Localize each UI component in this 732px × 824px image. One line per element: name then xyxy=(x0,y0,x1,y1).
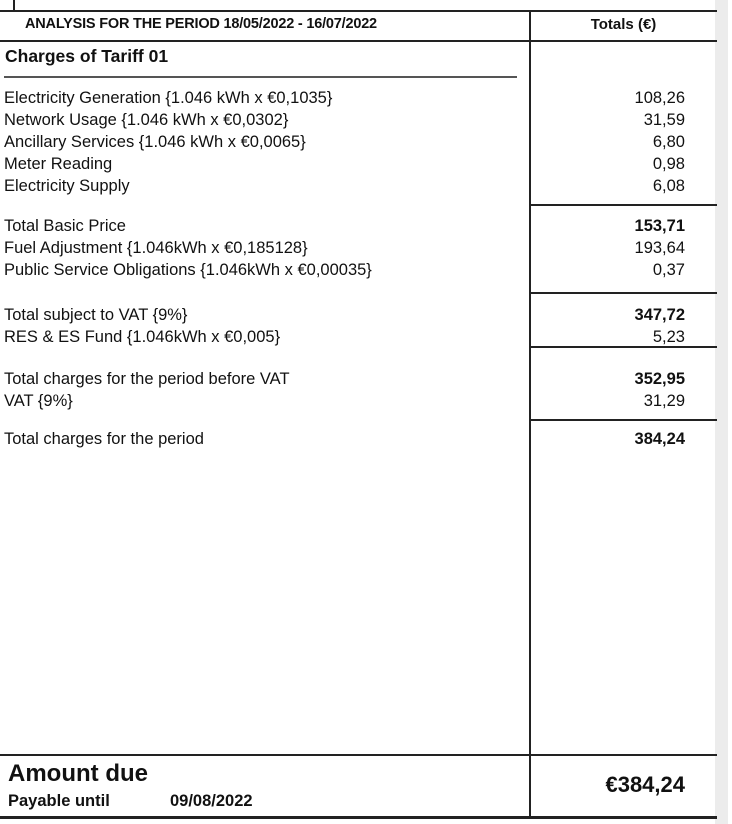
charge-row-total-before-vat xyxy=(4,368,685,390)
row-label: Ancillary Services {1.046 kWh x €0,0065} xyxy=(4,133,306,151)
row-label: Electricity Generation {1.046 kWh x €0,1035} xyxy=(4,89,333,107)
table-top-border xyxy=(0,10,717,12)
page-edge-strip xyxy=(715,0,728,824)
charge-row-network-usage xyxy=(4,109,685,131)
amount-due-value: €384,24 xyxy=(605,772,685,797)
amount-due-label: Amount due xyxy=(8,760,148,787)
row-value: 347,72 xyxy=(634,306,685,324)
totals-section-line-1 xyxy=(530,204,717,206)
charge-row-total-subject-to-vat xyxy=(4,304,685,326)
row-value: 384,24 xyxy=(634,430,685,448)
charge-row-total-for-period xyxy=(4,428,685,450)
row-value: 193,64 xyxy=(634,239,685,257)
row-label: Electricity Supply xyxy=(4,177,130,195)
row-label: Total charges for the period before VAT xyxy=(4,370,290,388)
totals-column-header: Totals (€) xyxy=(590,16,657,33)
table-bottom-border xyxy=(0,816,717,819)
row-value: 5,23 xyxy=(652,328,685,346)
row-label: Meter Reading xyxy=(4,155,113,173)
row-label: Total subject to VAT {9%} xyxy=(4,306,188,324)
row-label: VAT {9%} xyxy=(4,392,73,410)
row-value: 6,08 xyxy=(652,177,685,195)
charge-row-vat xyxy=(4,390,685,412)
row-value: 6,80 xyxy=(652,133,685,151)
row-value: 31,59 xyxy=(643,111,685,129)
charge-row-ancillary-services xyxy=(4,131,685,153)
payable-until-label: Payable until xyxy=(8,792,110,810)
charge-row-meter-reading xyxy=(4,153,685,175)
charge-row-res-es-fund xyxy=(4,326,685,348)
totals-section-line-3 xyxy=(530,346,717,348)
totals-section-line-2 xyxy=(530,292,717,294)
row-label: Total Basic Price xyxy=(4,217,126,235)
row-label: Public Service Obligations {1.046kWh x €0,00035} xyxy=(4,261,372,279)
totals-section-line-4 xyxy=(530,419,717,421)
header-bottom-border xyxy=(0,40,717,42)
payable-until-date: 09/08/2022 xyxy=(170,792,253,810)
period-title: ANALYSIS FOR THE PERIOD 18/05/2022 - 16/07/2022 xyxy=(25,16,377,32)
charge-row-public-service-obligations xyxy=(4,259,685,281)
row-value: 153,71 xyxy=(634,217,685,235)
row-label: Total charges for the period xyxy=(4,430,204,448)
row-value: 108,26 xyxy=(634,89,685,107)
row-label: Fuel Adjustment {1.046kWh x €0,185128} xyxy=(4,239,308,257)
charge-row-electricity-supply xyxy=(4,175,685,197)
row-label: RES & ES Fund {1.046kWh x €0,005} xyxy=(4,328,281,346)
row-label: Network Usage {1.046 kWh x €0,0302} xyxy=(4,111,289,129)
row-value: 0,98 xyxy=(652,155,685,173)
charge-row-fuel-adjustment xyxy=(4,237,685,259)
row-value: 0,37 xyxy=(652,261,685,279)
row-value: 31,29 xyxy=(643,392,685,410)
charge-row-electricity-generation xyxy=(4,87,685,109)
charge-row-total-basic-price xyxy=(4,215,685,237)
amount-due-top-border xyxy=(0,754,717,756)
tariff-section-title: Charges of Tariff 01 xyxy=(5,46,169,66)
row-value: 352,95 xyxy=(634,370,685,388)
tariff-underline xyxy=(4,76,517,78)
